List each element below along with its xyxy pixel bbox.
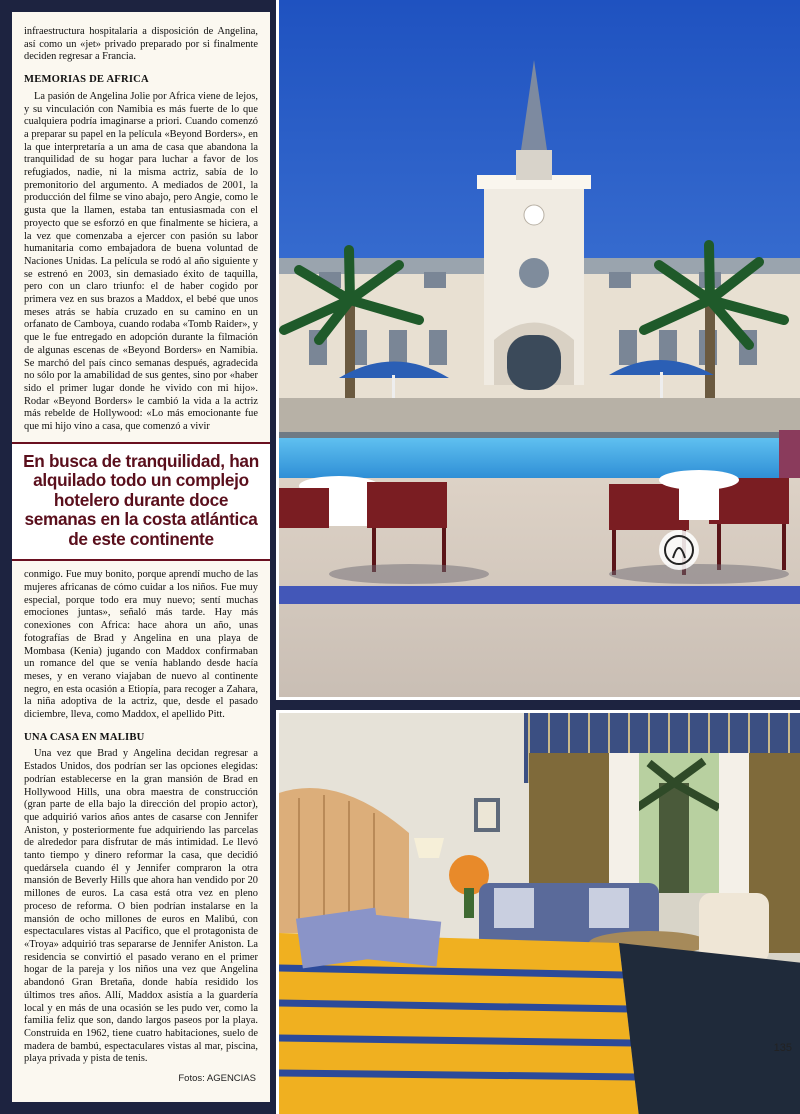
article-paragraph: La pasión de Angelina Jolie por Africa viene de lejos, y su vinculación con Namibia es más fuerte de lo que cualquiera podría imaginarse a priori. Cuando comenzó a preparar su papel en la película «Beyond Borders», en la que interpretaría a un ama de casa que abandona la tranquilidad de su hogar para luchar a favor de los refugiados, nadie, ni la misma actriz, sabía de lo premonitorio del argumento. A mediados de 2001, la producción del filme se vino abajo, pero Angie, como le gusta que la llamen, estaba tan entusiasmada con el proyecto que se esforzó en que finalmente se hiciera, a la vez que comenzaba a ejercer con pasión su labor humanitaria como embajadora de buena voluntad de Naciones Unidas. La película se rodó al año siguiente y se estrenó en 2003, sin demasiado éxito de taquilla, pero con un claro triunfo: el de haber cogido por primera vez en sus brazos a Maddox, el bebé que unos meses atrás se había cruzado en su camino en un orfanato de Camboya, cuando rodaba «Tomb Raider», y que le fue entregado en adopción durante la filmación de algunas escenas de «Beyond Borders» en Namibia. Se marchó del país cinco semanas después, agradecida no sólo por la amabilidad de sus gentes, sino por «haber sido el primer lugar donde he vivido con mi hijo». Rodar «Beyond Borders» le cambió la vida a la actriz más rebelde de Hollywood: «Lo más emocionante fue que mi hijo vino a casa, que comenzó a vivir <box>24 90 258 433</box>
article-paragraph: Una vez que Brad y Angelina decidan regresar a Estados Unidos, dos podrían ser las opciones elegidas: podrían establecerse en la gran mansión de Brad en Hollywood Hills, una obra maestra de construcción (gran parte de ella bajo la dirección del propio actor), que adquirió varios años antes de casarse con Jennifer Aniston, y posteriormente fue adquiriendo las parcelas de alrededor para disfrutar de más intimidad. Le llevó tanto tiempo y dinero reformar la casa, que decidió quedársela cuando él y Jennifer compraron la otra mansión de Beverly Hills que ahora han vendido por 20 millones de euros. La casa está otra vez en pleno proceso de reforma. O bien podrían instalarse en la mansión de ocho millones de euros en Malibú, con espectaculares vistas al Pacífico, que el protagonista de «Troya» adquirió tras separarse de Jennifer Aniston. La residencia se convirtió el pasado verano en el primer hogar de la pareja y los niños una vez que Angelina abandonó Gran Bretaña, donde había residido los últimos tres años. Allí, Maddox asistía a la guardería local y en más de una ocasión se les pudo ver, como la familia feliz que son, dando largos paseos por la playa. Construida en 1962, tiene cuatro habitaciones, suelo de madera de bambú, espectaculares vistas al mar, piscina, playa privada y pista de tenis. <box>24 748 258 1065</box>
bedroom-illustration <box>279 713 800 1114</box>
agency-badge-icon <box>657 528 701 572</box>
photo-credit: Fotos: AGENCIAS <box>178 1073 256 1085</box>
hotel-bedroom-photo <box>276 710 800 1114</box>
article-intro: infraestructura hospitalaria a disposición de Angelina, así como un «jet» privado preparado por si finalmente deciden regresar a Francia. <box>24 26 258 63</box>
hotel-exterior-photo <box>276 0 800 700</box>
article-paragraph: conmigo. Fue muy bonito, porque aprendí mucho de las mujeres africanas de cómo cuidar a los niños. Fue muy especial, porque todo era muy nuevo; sentí muchas emociones juntas», señaló más tarde. Hay más conexiones con Africa: hace ahora un año, unas fotografías de Brad y Angelina en una playa de Mombasa (Kenia) jugando con Maddox confirmaban un romance del que se venía hablando desde hacía meses, y en verano viajaban de nuevo al continente negro, en esta ocasión a Etiopía, para recoger a Zahara, la niña adoptiva de la actriz, que, desde el pasado diciembre, lleva, como Maddox, el apellido Pitt. <box>24 569 258 721</box>
page-number: 135 <box>773 1042 792 1054</box>
article-column <box>12 12 270 1102</box>
pull-quote: En busca de tranquilidad, han alquilado todo un complejo hotelero durante doce semanas en la costa atlántica de este continente <box>12 442 270 562</box>
section-title-memorias: MEMORIAS DE AFRICA <box>24 74 149 86</box>
hotel-illustration <box>279 0 800 700</box>
section-title-malibu: UNA CASA EN MALIBU <box>24 731 145 743</box>
